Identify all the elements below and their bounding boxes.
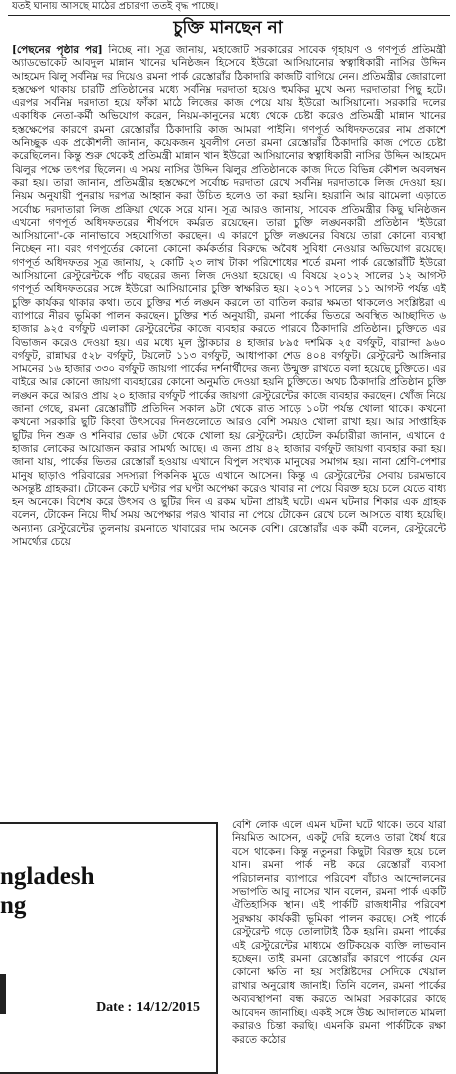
date-value: 14/12/2015 bbox=[136, 1000, 200, 1015]
article-lead: [পেছনের পৃষ্ঠার পর] bbox=[12, 44, 103, 56]
date-label: Date : bbox=[96, 1000, 133, 1015]
masthead-line-2: ng bbox=[0, 892, 27, 919]
article-body-text: নিচ্ছে না। সূত্র জানায়, মহাজোট সরকারের সাবেক গৃহায়ণ ও গণপূর্ত প্রতিমন্ত্রী অ্যাডভোকেট আবদুল মান্নান খানের ঘনিষ্ঠজন হিসেবে ইউরো আসিয়ানোর স্বত্বাধিকারী নাসির উদ্দিন আহমেদ ঝিলু সর্বনিম্ন দর দিয়েও রমনা পার্ক রেস্তোরাঁর ঠিকাদারি কাজটি বাগিয়ে নেন। প্রতিমন্ত্রীর জোরালো হস্তক্ষেপ থাকায় চারটি প্রতিষ্ঠানের মধ্যে সর্বনিম্ন দরদাতা হয়েও হুমকির মুখে অন্য দরদাতারা পিছু হটে। এরপর সর্বনিম্ন দরদাতা হয়ে ফাঁকা মাঠে লিজের কাজ পেয়ে যায় ইউরো আসিয়ানো। সরকারি দলের একাধিক নেতা-কর্মী অভিযোগ করেন, নিয়ম-কানুনের মধ্যে থেকে চেষ্টা করেও প্রতিমন্ত্রী মান্নান খানের হস্তক্ষেপের কারণে রমনা রেস্তোরাঁর ঠিকাদারি কাজ আমরা পাইনি। গণপূর্ত অধিদফতরের নাম প্রকাশে অনিচ্ছুক এক প্রকৌশলী জানান, কয়েকজন যুবলীগ নেতা রমনা রেস্তোরাঁর ঠিকাদারি কাজ পেতে চেষ্টা করেছিলেন। কিন্তু শুরু থেকেই প্রতিমন্ত্রী মান্নান খান ইউরো আসিয়ানোর স্বত্বাধিকারী নাসির উদ্দিন আহমেদ ঝিলুর পক্ষে তৎপর ছিলেন। এ সময় নাসির উদ্দিন ঝিলুর প্রতিষ্ঠানকে কাজ দিতে বিভিন্ন কৌশল অবলম্বন করা হয়। তারা জানান, প্রতিমন্ত্রীর হস্তক্ষেপে সর্বোচ্চ দরদাতা রেখে সর্বনিম্ন দরদাতাকে লিজ দেওয়া হয়। নিয়ম অনুযায়ী পুনরায় দরপত্র আহ্বান করা উচিত হলেও তা করা হয়নি। হয়রানি আর ঝামেলা এড়াতে সর্বোচ্চ দরদাতারা লিজ প্রক্রিয়া থেকে সরে যান। সূত্র আরও জানায়, সাবেক প্রতিমন্ত্রীর কিছু ঘনিষ্ঠজন এখনো গণপূর্ত অধিদফতরের শীর্ষপদে কর্মরত রয়েছেন। তারা চুক্তি লঙ্ঘনকারী প্রতিষ্ঠান 'ইউরো আসিয়ানো'-কে নানাভাবে সহযোগিতা করছেন। এ কারণে চুক্তি লঙ্ঘনের বিষয়ে তারা কোনো ব্যবস্থা নিচ্ছেন না। বরং গণপূর্তের কোনো কোনো কর্মকর্তার বিরুদ্ধে অবৈধ সুবিধা নেওয়ার অভিযোগ রয়েছে। গণপূর্ত অধিদফতর সূত্র জানায়, ২ কোটি ২৩ লাখ টাকা পরিশোধের শর্তে রমনা পার্ক রেস্তোরাঁটি ইউরো আসিয়ানো রেস্টুরেন্টকে পাঁচ বছরের জন্য লিজ দেওয়া হয়েছে। এ বিষয়ে ২০১২ সালের ১২ আগস্ট গণপূর্ত অধিদফতরের সঙ্গে ইউরো আসিয়ানোর চুক্তি স্বাক্ষরিত হয়। ২০১৭ সালের ১১ আগস্ট পর্যন্ত এই চুক্তি কার্যকর থাকার কথা। তবে চুক্তির শর্ত লঙ্ঘন করলে তা বাতিল করার ক্ষমতা থাকলেও সংশ্লিষ্টরা এ ব্যাপারে নীরব ভূমিকা পালন করছেন। চুক্তির শর্ত অনুযায়ী, রমনা পার্কের ভিতরে অবস্থিত আচ্ছাদিত ৬ হাজার ৯২৫ বর্গফুট এলাকা রেস্টুরেন্টের কাজে ব্যবহার করতে পারবে ঠিকাদারি প্রতিষ্ঠান। চুক্তিতে এর বিভাজন করেও দেওয়া হয়। এর মধ্যে মূল স্ট্রাকচার ৪ হাজার ৮৯৫ দশমিক ২৫ বর্গফুট, বারান্দা ৯৬০ বর্গফুট, রান্নাঘর ৫২৮ বর্গফুট, টয়লেট ১১৩ বর্গফুট, আধাপাকা শেড ৪০৪ বর্গফুট। রেস্টুরেন্ট আঙ্গিনার সামনের ১৬ হাজার ৩৩০ বর্গফুট জায়গা পার্কের দর্শনার্থীদের জন্য উন্মুক্ত রাখতে বলা হয়েছে চুক্তিতে। এর বাইরে আর কোনো জায়গা ব্যবহারের কোনো অনুমতি দেওয়া হয়নি চুক্তিতে। অথচ ঠিকাদারি প্রতিষ্ঠান চুক্তি লঙ্ঘন করে আরও প্রায় ২০ হাজার বর্গফুট পার্কের জায়গা রেস্টুরেন্টের কাজে ব্যবহার করছেন। খোঁজ নিয়ে জানা গেছে, রমনা রেস্তোরাঁটি প্রতিদিন সকাল ৯টা থেকে রাত সাড়ে ১০টা পর্যন্ত খোলা থাকে। কখনো কখনো সরকারি ছুটি কিংবা উৎসবের দিনগুলোতে আরও বেশি সময়ও খোলা রাখা হয়। আর সাপ্তাহিক ছুটির দিন শুক্র ও শনিবার ভোর ৬টা থেকে খোলা হয় রেস্টুরেন্ট। হোটেল কর্মচারীরা জানান, এখানে ৫ হাজার লোকের আয়োজন করার সামর্থ্য আছে। এ জন্য প্রায় ৪২ হাজার বর্গফুট জায়গা ব্যবহার করা হয়। জানা যায়, পার্কের ভিতর রেস্তোরাঁ হওয়ায় এখানে বিপুল সংখ্যক মানুষের সমাগম হয়। নানা শ্রেণি-পেশার মানুষ ছাড়াও পরিবারের সদস্যরা পিকনিক মুডে এখানে আসেন। কিন্তু এ রেস্টুরেন্টের সেবায় চরমভাবে অসন্তুষ্ট গ্রাহকরা। টোকেন কেটে ঘণ্টার পর ঘণ্টা অপেক্ষা করেও খাবার না পেয়ে বিরক্ত হয়ে চলে যেতে বাধ্য হন অনেকে। বিশেষ করে উৎসব ও ছুটির দিন এ রকম ঘটনা প্রায়ই ঘটে। এমন ঘটনার শিকার এক গ্রাহক বলেন, টোকেন নিয়ে দীর্ঘ সময় অপেক্ষার পরও খাবার না পেয়ে টোকেন রেখে চলে আসতে বাধ্য হয়েছি। অন্যান্য রেস্টুরেন্টের তুলনায় রমনাতে খাবারের দাম অনেক বেশি। রেস্তোরাঁর এক কর্মী বলেন, রেস্টুরেন্টে সামর্থ্যের চেয়ে bbox=[12, 44, 446, 548]
clipping-date bbox=[96, 1000, 200, 1016]
article-body bbox=[12, 44, 446, 818]
article-continuation-column: বেশি লোক এলে এমন ঘটনা ঘটে থাকে। তবে যারা নিয়মিত আসেন, একটু দেরি হলেও তারা ধৈর্য ধরে বসে থাকেন। কিন্তু নতুনরা কিছুটা বিরক্ত হয়ে চলে যান। রমনা পার্ক নষ্ট করে রেস্তোরাঁ ব্যবসা পরিচালনার ব্যাপারে পরিবেশ বাঁচাও আন্দোলনের সভাপতি আবু নাসের খান বলেন, রমনা পার্ক একটি ঐতিহাসিক স্থান। এই পার্কটি রাজধানীর পরিবেশ সুরক্ষায় কার্যকরী ভূমিকা পালন করছে। সেই পার্কে রেস্টুরেন্ট গড়ে তোলাটাই ঠিক হয়নি। রমনা পার্কের এই রেস্টুরেন্টের মাধ্যমে গুটিকয়েক ব্যক্তি লাভবান হচ্ছেন। তাই রমনা রেস্তোরাঁর কারণে পার্কের যেন কোনো ক্ষতি না হয় সংশ্লিষ্টদের সেদিকে খেয়াল রাখার অনুরোধ জানাই। তিনি বলেন, রমনা পার্কের অব্যবস্থাপনা বন্ধ করতে আমরা সরকারের কাছে আবেদন জানাচ্ছি। একই সঙ্গে উচ্চ আদালতে মামলা করারও চিন্তা করছি। এমনকি রমনা পার্কটিকে রক্ষা করতে কঠোর bbox=[232, 819, 446, 1046]
article-headline: চুক্তি মানছেন না bbox=[173, 18, 283, 38]
divider bbox=[8, 15, 450, 16]
newspaper-masthead bbox=[0, 862, 214, 920]
top-line: যতই ঘানায় আসছে মাঠের প্রচারণা ততই বৃদ্ধ পাচ্ছে। bbox=[12, 1, 219, 12]
decorative-block bbox=[0, 974, 6, 1014]
newspaper-clipping-label bbox=[0, 822, 218, 1074]
masthead-line-1: ngladesh bbox=[0, 863, 95, 890]
